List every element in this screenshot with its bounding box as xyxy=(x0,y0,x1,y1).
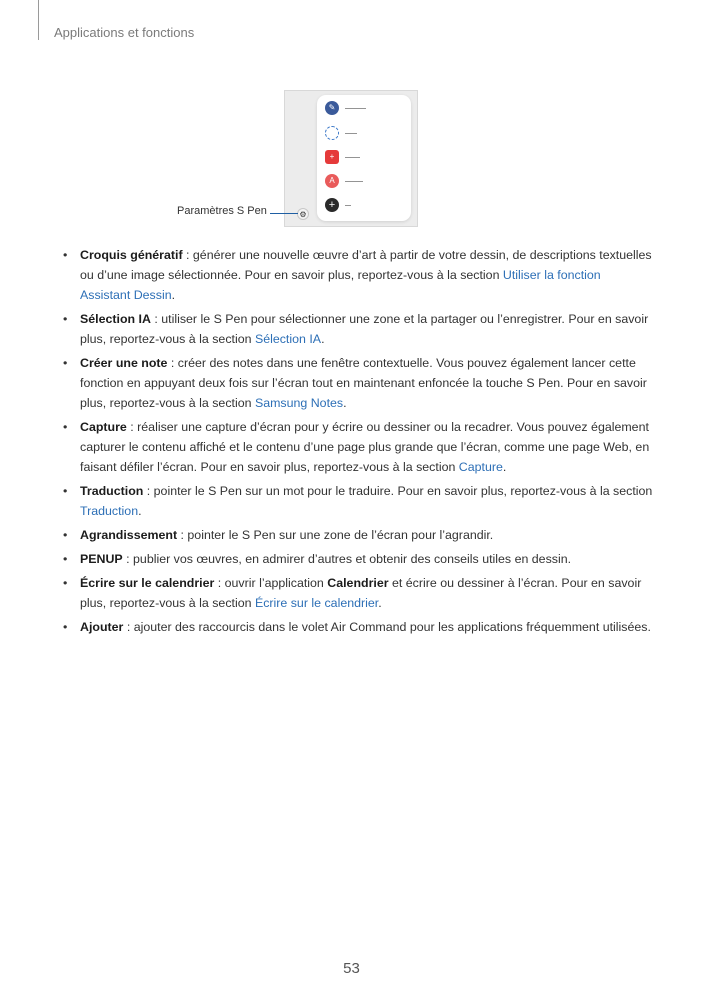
menu-item-label: ▬▬ xyxy=(345,203,351,207)
page-number: 53 xyxy=(343,960,360,977)
menu-item-add xyxy=(325,198,351,212)
list-item: • Agrandissement : pointer le S Pen sur une zone de l’écran pour l’agrandir. xyxy=(63,525,653,545)
section-header: Applications et fonctions xyxy=(54,25,195,40)
list-item: • Écrire sur le calendrier : ouvrir l’application Calendrier et écrire ou dessiner à l’écran. Pour en savoir plus, reportez-vous à la section Écrire sur le calendrier. xyxy=(63,573,653,613)
section-link[interactable]: Samsung Notes xyxy=(254,396,344,410)
list-item: • Sélection IA : utiliser le S Pen pour sélectionner une zone et la partager ou l’enregistrer. Pour en savoir plus, reportez-vous à la section Sélection IA. xyxy=(63,309,653,349)
air-command-panel xyxy=(317,95,411,221)
list-item: • Capture : réaliser une capture d’écran pour y écrire ou dessiner ou la recadrer. Vous pouvez également capturer le contenu affiché et le contenu d’une page plus grande que l’écran, comme une page Web, en faisant défiler l’écran. Pour en savoir plus, reportez-vous à la section Capture. xyxy=(63,417,653,477)
margin-rule xyxy=(38,0,39,40)
note-plus-icon: + xyxy=(325,150,339,164)
menu-item-note xyxy=(325,150,360,164)
list-item: • Ajouter : ajouter des raccourcis dans le volet Air Command pour les applications fréquemment utilisées. xyxy=(63,617,653,637)
list-item: • PENUP : publier vos œuvres, en admirer d’autres et obtenir des conseils utiles en dessin. xyxy=(63,549,653,569)
air-command-screenshot xyxy=(284,90,418,227)
pen-square-icon: ✎ xyxy=(325,101,339,115)
section-link[interactable]: Utiliser la fonction Assistant Dessin xyxy=(80,268,601,302)
list-item: • Créer une note : créer des notes dans une fenêtre contextuelle. Vous pouvez également lancer cette fonction en appuyant deux fois sur l’écran tout en maintenant enfoncée la touche S Pen. Pour en savoir plus, reportez-vous à la section Samsung Notes. xyxy=(63,353,653,413)
menu-item-label: ▬▬▬▬▬▬ xyxy=(345,179,363,183)
add-plus-icon: + xyxy=(325,198,339,212)
selection-frame-icon xyxy=(325,126,339,140)
translate-icon: A xyxy=(325,174,339,188)
menu-item-selection xyxy=(325,126,357,140)
list-item: • Traduction : pointer le S Pen sur un mot pour le traduire. Pour en savoir plus, reportez-vous à la section Traduction. xyxy=(63,481,653,521)
menu-item-translate xyxy=(325,174,363,188)
section-link[interactable]: Écrire sur le calendrier xyxy=(254,596,379,610)
section-link[interactable]: Sélection IA xyxy=(254,332,322,346)
menu-item-label: ▬▬▬▬ xyxy=(345,131,357,135)
menu-item-croquis xyxy=(325,101,366,115)
section-link[interactable]: Traduction xyxy=(80,504,139,518)
callout-leader-line xyxy=(270,213,298,214)
menu-item-label: ▬▬▬▬▬▬▬ xyxy=(345,106,366,110)
gear-icon: ⚙ xyxy=(297,208,309,220)
menu-item-label: ▬▬▬▬▬ xyxy=(345,155,360,159)
section-link[interactable]: Capture xyxy=(458,460,503,474)
list-item: • Croquis génératif : générer une nouvelle œuvre d’art à partir de votre dessin, de descriptions textuelles ou d’une image sélectionnée. Pour en savoir plus, reportez-vous à la section Utiliser la fonction Assistant Dessin. xyxy=(63,245,653,305)
settings-callout-label: Paramètres S Pen xyxy=(177,205,267,217)
feature-list xyxy=(63,245,653,641)
